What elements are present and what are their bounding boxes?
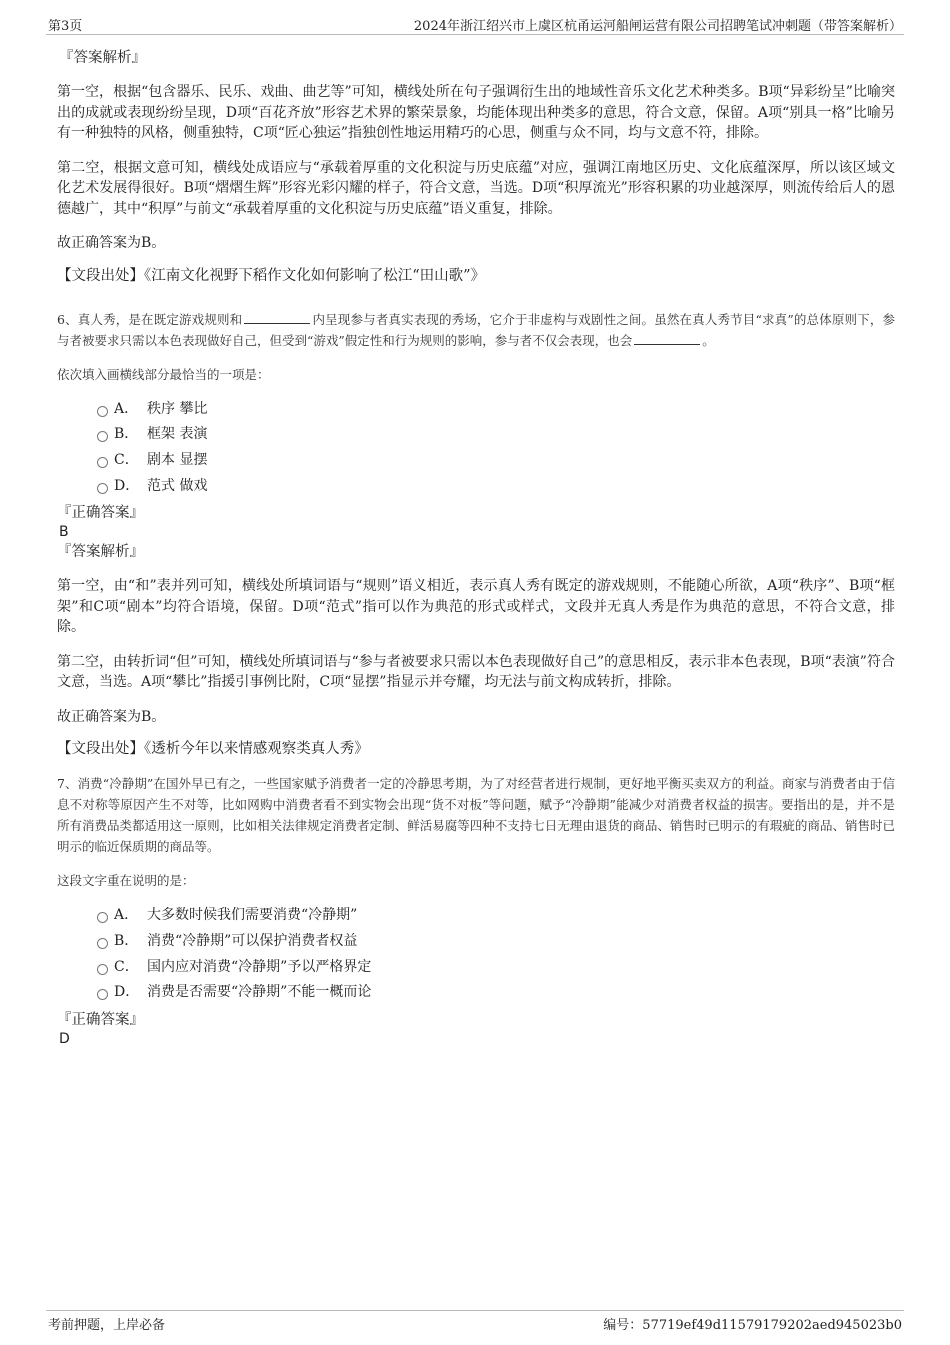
analysis-paragraph: 第一空，由“和”表并列可知，横线处所填词语与“规则”语义相近，表示真人秀有既定的游戏规则，不能随心所欲，A项“秩序”、B项“框架”和C项“剧本”均符合语境，保留。D项“范式”指可以作为典范的形式或样式，文段并无真人秀是作为典范的意思，不符合文意，排除。 — [57, 578, 895, 636]
source-title: 《透析今年以来情感观察类真人秀》 — [144, 741, 369, 758]
source-citation — [57, 739, 895, 759]
option-letter: A． — [114, 907, 139, 924]
option-letter: D． — [114, 984, 140, 1001]
footer-slogan: 考前押题，上岸必备 — [48, 1318, 166, 1333]
correct-answer-value: B — [59, 524, 69, 541]
question-7-stem: 7、消费“冷静期”在国外早已有之，一些国家赋予消费者一定的冷静思考期，为了对经营者进行规制，更好地平衡买卖双方的利益。商家与消费者由于信息不对称等原因产生不对等，比如网购中消费者看不到实物会出现“货不对板”等问题，赋予“冷静期”能减少对消费者权益的损害。要指出的是，并不是所有消费品类都适用这一原则，比如相关法律规定消费者定制、鲜活易腐等四种不支持七日无理由退货的商品、销售时已明示的有瑕疵的商品、销售时已明示的临近保质期的商品等。 — [57, 776, 895, 855]
option-letter: C． — [114, 958, 139, 975]
option-text: 框架 表演 — [147, 426, 208, 443]
document-id: 编号：57719ef49d11579179202aed945023b0 — [603, 1318, 902, 1333]
option-d[interactable] — [95, 982, 895, 1008]
option-text: 国内应对消费“冷静期”予以严格界定 — [147, 958, 372, 975]
conclusion-text: 故正确答案为B。 — [57, 235, 166, 251]
option-text: 范式 做戏 — [147, 477, 208, 494]
question-text: 内呈现参与者真实表现的秀场，它介于非虚构与戏剧性之间。虽然在真人秀节目“求真”的总体原则下，参与者被要求只需以本色表现做好自己，但受到“游戏”假定性和行为规则的影响，参与者不仅会表现，也会 — [57, 311, 895, 348]
correct-answer-label: 『正确答案』 — [57, 1012, 144, 1028]
option-a[interactable] — [95, 399, 895, 425]
page-footer — [46, 1310, 904, 1335]
analysis-label: 『答案解析』 — [59, 50, 146, 66]
option-b[interactable] — [95, 931, 895, 957]
question-7-options — [95, 905, 895, 1008]
document-title: 2024年浙江绍兴市上虞区杭甬运河船闸运营有限公司招聘笔试冲刺题（带答案解析） — [413, 19, 902, 34]
option-text: 秩序 攀比 — [147, 400, 208, 417]
page-number: 第3页 — [48, 19, 83, 34]
page-header — [46, 14, 904, 35]
source-citation — [57, 266, 895, 286]
analysis-paragraph: 第一空，根据“包含器乐、民乐、戏曲、曲艺等”可知，横线处所在句子强调衍生出的地域性音乐文化艺术种类多。B项“异彩纷呈”比喻突出的成就或表现纷纷呈现，D项“百花齐放”形容艺术界的繁荣景象，均能体现出种类多的意思，符合文意，保留。A项“别具一格”比喻另有一种独特的风格，侧重独特，C项“匠心独运”指独创性地运用精巧的心思，侧重与众不同，均与文意不符，排除。 — [57, 84, 895, 141]
source-title: 《江南文化视野下稻作文化如何影响了松江“田山歌”》 — [144, 267, 486, 284]
radio-button[interactable] — [97, 989, 108, 1000]
option-text: 大多数时候我们需要消费“冷静期” — [147, 907, 358, 924]
radio-button[interactable] — [97, 483, 108, 494]
option-text: 消费“冷静期”可以保护消费者权益 — [147, 932, 358, 949]
question-6-prompt: 依次填入画横线部分最恰当的一项是： — [57, 366, 270, 382]
question-text: 。 — [702, 332, 715, 348]
analysis-label: 『答案解析』 — [57, 544, 144, 561]
option-text: 消费是否需要“冷静期”不能一概而论 — [147, 984, 372, 1001]
option-a[interactable] — [95, 905, 895, 931]
source-label: 【文段出处】 — [57, 267, 144, 284]
page-content — [57, 48, 895, 1049]
radio-button[interactable] — [97, 912, 108, 923]
correct-answer-label: 『正确答案』 — [57, 505, 144, 522]
option-b[interactable] — [95, 424, 895, 450]
fill-blank — [634, 332, 700, 345]
option-c[interactable] — [95, 450, 895, 476]
radio-button[interactable] — [97, 457, 108, 468]
question-7-prompt: 这段文字重在说明的是： — [57, 873, 195, 889]
option-letter: B． — [114, 932, 139, 949]
source-label: 【文段出处】 — [57, 741, 144, 758]
correct-answer-value: D — [59, 1031, 70, 1047]
radio-button[interactable] — [97, 431, 108, 442]
option-d[interactable] — [95, 476, 895, 502]
radio-button[interactable] — [97, 406, 108, 417]
radio-button[interactable] — [97, 964, 108, 975]
radio-button[interactable] — [97, 938, 108, 949]
option-letter: A． — [114, 400, 139, 417]
option-letter: B． — [114, 426, 139, 443]
conclusion-text: 故正确答案为B。 — [57, 708, 166, 725]
analysis-paragraph: 第二空，根据文意可知，横线处成语应与“承载着厚重的文化积淀与历史底蕴”对应，强调江南地区历史、文化底蕴深厚，所以该区域文化艺术发展得很好。B项“熠熠生辉”形容光彩闪耀的样子，符合文意，当选。D项“积厚流光”形容积累的功业越深厚，则流传给后人的恩德越广，其中“积厚”与前文“承载着厚重的文化积淀与历史底蕴”语义重复，排除。 — [57, 159, 895, 217]
option-text: 剧本 显摆 — [147, 451, 208, 468]
question-text: 6、真人秀，是在既定游戏规则和 — [57, 311, 243, 327]
option-letter: D． — [114, 477, 140, 494]
option-c[interactable] — [95, 957, 895, 983]
question-6-stem — [57, 309, 895, 351]
fill-blank — [244, 311, 310, 324]
analysis-paragraph: 第二空，由转折词“但”可知，横线处所填词语与“参与者被要求只需以本色表现做好自己”的意思相反，表示非本色表现，B项“表演”符合文意，当选。A项“攀比”指援引事例比附，C项“显摆”指显示并夸耀，均无法与前文构成转折，排除。 — [57, 653, 895, 691]
option-letter: C． — [114, 451, 139, 468]
question-6-options — [95, 399, 895, 502]
